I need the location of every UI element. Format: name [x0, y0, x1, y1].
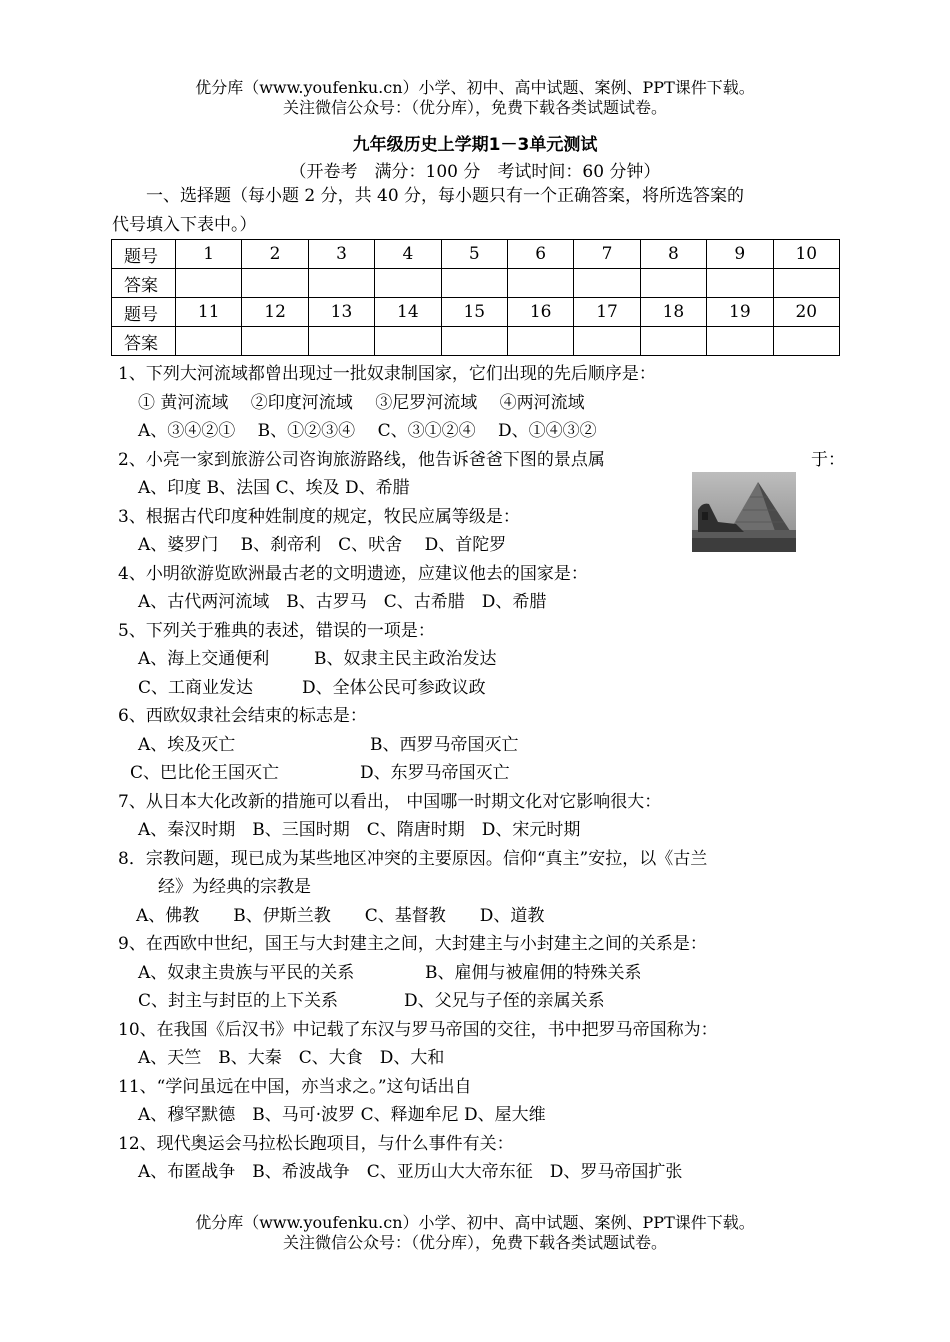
intro-line-1: 一、选择题（每小题 2 分，共 40 分，每小题只有一个正确答案，将所选答案的 — [146, 186, 745, 206]
table-cell: 16 — [507, 298, 573, 327]
q9-option-b: B、雇佣与被雇佣的特殊关系 — [425, 962, 642, 983]
table-cell: 6 — [507, 240, 573, 269]
answer-cell[interactable] — [773, 269, 839, 298]
table-label-ans: 答案 — [112, 269, 176, 298]
table-cell: 19 — [707, 298, 773, 327]
answer-cell[interactable] — [242, 269, 308, 298]
footer-line-2: 关注微信公众号：（优分库），免费下载各类试题试卷。 — [282, 1233, 667, 1252]
q6-options-row2 — [118, 759, 848, 788]
q11-options: A、穆罕默德 B、马可·波罗 C、释迦牟尼 D、屋大维 — [138, 1105, 546, 1125]
q3-options: A、婆罗门 B、刹帝利 C、吠舍 D、首陀罗 — [138, 535, 507, 555]
table-row — [112, 240, 840, 269]
table-cell: 7 — [574, 240, 640, 269]
answer-cell[interactable] — [441, 327, 507, 356]
table-cell: 14 — [375, 298, 441, 327]
table-row — [112, 269, 840, 298]
q2-stem-end: 于： — [811, 449, 845, 470]
q8-stem: 8．宗教问题，现已成为某些地区冲突的主要原因。信仰“真主”安拉，以《古兰 — [118, 848, 708, 869]
q10-options: A、天竺 B、大秦 C、大食 D、大和 — [138, 1048, 445, 1068]
q5-options-row1 — [118, 645, 848, 674]
q5-options-row2 — [118, 674, 848, 703]
q1-items: ① 黄河流域 ②印度河流域 ③尼罗河流域 ④两河流域 — [138, 392, 585, 413]
answer-cell[interactable] — [176, 269, 242, 298]
q4-stem: 4、小明欲游览欧洲最古老的文明遗迹，应建议他去的国家是： — [118, 563, 588, 584]
q4-options: A、古代两河流域 B、古罗马 C、古希腊 D、希腊 — [138, 592, 547, 612]
q2-options: A、印度 B、法国 C、埃及 D、希腊 — [138, 478, 410, 498]
table-label-num: 题号 — [112, 240, 176, 269]
answer-cell[interactable] — [640, 327, 706, 356]
footer-line-1: 优分库（www.youfenku.cn）小学、初中、高中试题、案例、PPT课件下载。 — [195, 1213, 755, 1232]
q6-options-row1 — [118, 731, 848, 760]
table-cell: 8 — [640, 240, 706, 269]
q5-option-a: A、海上交通便利 — [138, 649, 270, 669]
q8-options: A、佛教 B、伊斯兰教 C、基督教 D、道教 — [136, 905, 545, 926]
q9-option-c: C、封主与封臣的上下关系 — [138, 991, 339, 1011]
answer-cell[interactable] — [574, 327, 640, 356]
page-footer — [0, 1213, 950, 1253]
answer-cell[interactable] — [707, 327, 773, 356]
answer-cell[interactable] — [574, 269, 640, 298]
table-cell: 10 — [773, 240, 839, 269]
q6-stem: 6、西欧奴隶社会结束的标志是： — [118, 706, 367, 726]
table-cell: 3 — [308, 240, 374, 269]
q6-option-c: C、巴比伦王国灭亡 — [130, 763, 280, 783]
table-cell: 12 — [242, 298, 308, 327]
answer-cell[interactable] — [176, 327, 242, 356]
q12-stem: 12、现代奥运会马拉松长跑项目，与什么事件有关： — [118, 1133, 514, 1154]
table-cell: 13 — [308, 298, 374, 327]
sphinx-pyramid-photo — [692, 472, 796, 552]
table-cell: 5 — [441, 240, 507, 269]
q9-option-d: D、父兄与子侄的亲属关系 — [404, 991, 605, 1011]
table-cell: 9 — [707, 240, 773, 269]
q11-stem: 11、“学问虽远在中国，亦当求之。”这句话出自 — [118, 1076, 472, 1097]
table-label-num: 题号 — [112, 298, 176, 327]
answer-cell[interactable] — [507, 327, 573, 356]
q6-option-b: B、西罗马帝国灭亡 — [370, 734, 519, 755]
answer-cell[interactable] — [308, 269, 374, 298]
answer-cell[interactable] — [242, 327, 308, 356]
q2-stem: 2、小亮一家到旅游公司咨询旅游路线，他告诉爸爸下图的景点属 — [118, 449, 605, 470]
answer-cell[interactable] — [640, 269, 706, 298]
answer-table — [111, 239, 840, 356]
answer-cell[interactable] — [441, 269, 507, 298]
q1-stem: 1、下列大河流域都曾出现过一批奴隶制国家，它们出现的先后顺序是： — [118, 364, 656, 384]
page-header — [0, 78, 950, 118]
table-row — [112, 327, 840, 356]
answer-cell[interactable] — [308, 327, 374, 356]
q9-stem: 9、在西欧中世纪，国王与大封建主之间，大封建主与小封建主之间的关系是： — [118, 934, 707, 954]
table-cell: 4 — [375, 240, 441, 269]
q5-option-d: D、全体公民可参政议政 — [302, 677, 486, 698]
q12-options: A、布匿战争 B、希波战争 C、亚历山大大帝东征 D、罗马帝国扩张 — [138, 1162, 683, 1182]
exam-subtitle: （开卷考 满分：100 分 考试时间：60 分钟） — [289, 162, 661, 182]
answer-cell[interactable] — [773, 327, 839, 356]
section-intro — [112, 182, 842, 240]
q6-option-a: A、埃及灭亡 — [138, 734, 236, 755]
header-line-2: 关注微信公众号：（优分库），免费下载各类试题试卷。 — [282, 98, 667, 117]
q7-stem: 7、从日本大化改新的措施可以看出， 中国哪一时期文化对它影响很大： — [118, 791, 662, 812]
answer-cell[interactable] — [507, 269, 573, 298]
q2-stem-row — [118, 446, 848, 475]
q9-options-row1 — [118, 959, 848, 988]
table-cell: 1 — [176, 240, 242, 269]
q7-options: A、秦汉时期 B、三国时期 C、隋唐时期 D、宋元时期 — [138, 820, 581, 840]
table-row — [112, 298, 840, 327]
table-label-ans: 答案 — [112, 327, 176, 356]
table-cell: 2 — [242, 240, 308, 269]
q6-option-d: D、东罗马帝国灭亡 — [360, 763, 510, 783]
q3-stem: 3、根据古代印度种姓制度的规定，牧民应属等级是： — [118, 506, 520, 527]
q5-option-c: C、工商业发达 — [138, 677, 254, 698]
q8-stem-cont: 经》为经典的宗教是 — [158, 877, 311, 897]
table-cell: 15 — [441, 298, 507, 327]
header-line-1: 优分库（www.youfenku.cn）小学、初中、高中试题、案例、PPT课件下载。 — [195, 78, 755, 97]
q10-stem: 10、在我国《后汉书》中记载了东汉与罗马帝国的交往，书中把罗马帝国称为： — [118, 1019, 718, 1040]
table-cell: 18 — [640, 298, 706, 327]
table-cell: 11 — [176, 298, 242, 327]
q9-options-row2 — [118, 987, 848, 1016]
q5-option-b: B、奴隶主民主政治发达 — [314, 649, 497, 669]
q9-option-a: A、奴隶主贵族与平民的关系 — [138, 962, 355, 983]
q5-stem: 5、下列关于雅典的表述，错误的一项是： — [118, 620, 435, 641]
table-cell: 20 — [773, 298, 839, 327]
exam-title: 九年级历史上学期1－3单元测试 — [352, 135, 598, 155]
answer-cell[interactable] — [375, 327, 441, 356]
intro-line-2: 代号填入下表中。） — [112, 215, 257, 235]
table-cell: 17 — [574, 298, 640, 327]
answer-cell[interactable] — [707, 269, 773, 298]
answer-cell[interactable] — [375, 269, 441, 298]
q1-options: A、③④②① B、①②③④ C、③①②④ D、①④③② — [138, 421, 597, 441]
